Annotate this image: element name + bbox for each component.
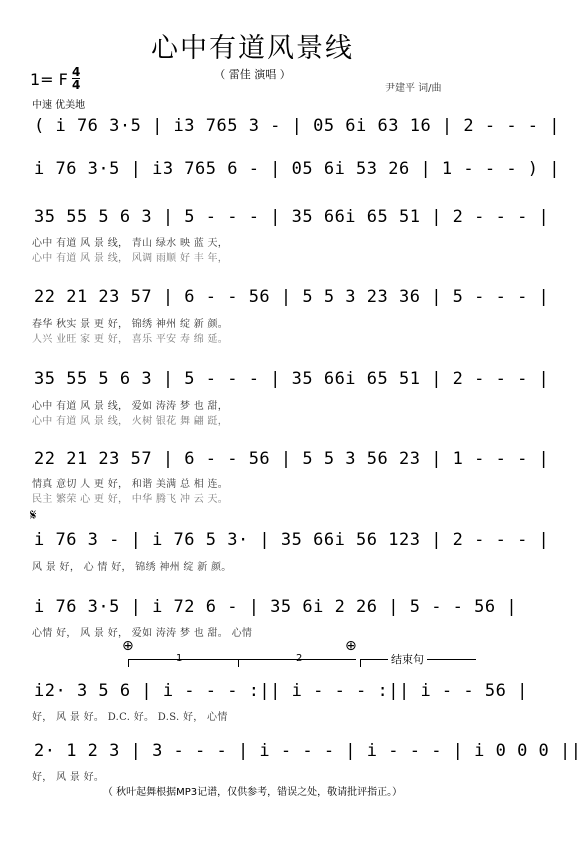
coda-sign-1: ⊕ <box>122 638 134 654</box>
lyric-row-7: 风 景 好， 心 情 好， 锦绣 神州 绽 新 颜。 <box>32 562 232 573</box>
volta-bracket-1 <box>128 659 238 660</box>
score-row-1: ( i 76 3·5 | i3 765 3 - | 05 6i 63 16 | 2 - - - | <box>34 116 561 136</box>
meter-bottom: 4 <box>72 78 81 92</box>
authors-credit: 尹建平 词/曲 <box>385 83 442 94</box>
ending-label: 结束句 <box>388 651 427 667</box>
key-signature: 1= F <box>30 70 68 89</box>
score-row-8: i 76 3·5 | i 72 6 - | 35 6i 2 26 | 5 - - 56 | <box>34 597 518 617</box>
lyric-row-8: 心情 好， 风 景 好， 爱如 涛涛 梦 也 甜。 心情 <box>32 628 253 639</box>
score-row-2: i 76 3·5 | i3 765 6 - | 05 6i 53 26 | 1 - - - ) | <box>34 159 561 179</box>
meter-top: 4 <box>72 65 81 79</box>
lyric-row-4-verse-2: 人兴 业旺 家 更 好， 喜乐 平安 寿 绵 延。 <box>32 334 229 345</box>
segno-sign: 𝄋 <box>30 506 37 524</box>
tempo-marking: 中速 优美地 <box>32 100 86 111</box>
time-signature <box>72 66 80 91</box>
lyric-row-6-verse-1: 情真 意切 人 更 好， 和谐 美满 总 相 连。 <box>32 479 229 490</box>
volta-label-1: 1 <box>176 653 183 664</box>
score-row-3: 35 55 5 6 3 | 5 - - - | 35 66i 65 51 | 2 - - - | <box>34 207 550 227</box>
score-row-4: 22 21 23 57 | 6 - - 56 | 5 5 3 23 36 | 5 - - - | <box>34 287 550 307</box>
score-row-5: 35 55 5 6 3 | 5 - - - | 35 66i 65 51 | 2 - - - | <box>34 369 550 389</box>
lyric-row-4-verse-1: 春华 秋实 景 更 好， 锦绣 神州 绽 新 颜。 <box>32 319 229 330</box>
score-row-10: 2· 1 2 3 | 3 - - - | i - - - | i - - - | i 0 0 0 || <box>34 741 581 761</box>
lyric-row-3-verse-2: 心中 有道 风 景 线， 风调 雨顺 好 丰 年， <box>32 253 229 264</box>
volta-tick-1 <box>128 659 129 667</box>
lyric-row-3-verse-1: 心中 有道 风 景 线， 青山 绿水 映 蓝 天， <box>32 238 229 249</box>
singer-credit: （ 雷佳 演唱 ） <box>214 68 291 81</box>
lyric-row-10: 好， 风 景 好。 <box>32 772 105 783</box>
volta-label-2: 2 <box>296 653 303 664</box>
lyric-row-5-verse-1: 心中 有道 风 景 线， 爱如 涛涛 梦 也 甜， <box>32 401 229 412</box>
page-title: 心中有道风景线 <box>151 33 354 64</box>
score-row-7: i 76 3 - | i 76 5 3· | 35 66i 56 123 | 2 - - - | <box>34 530 550 550</box>
footnote: （ 秋叶起舞根据MP3记谱，仅供参考，错误之处，敬请批评指正。） <box>102 787 403 798</box>
lyric-row-5-verse-2: 心中 有道 风 景 线， 火树 银花 舞 翩 跹， <box>32 416 229 427</box>
volta-tick-2 <box>238 659 239 667</box>
ending-tick <box>360 659 361 667</box>
lyric-row-6-verse-2: 民主 繁荣 心 更 好， 中华 腾飞 冲 云 天。 <box>32 494 229 505</box>
score-row-6: 22 21 23 57 | 6 - - 56 | 5 5 3 56 23 | 1 - - - | <box>34 449 550 469</box>
coda-sign-2: ⊕ <box>345 638 357 654</box>
lyric-row-9: 好， 风 景 好。 D.C. 好。 D.S. 好， 心情 <box>32 712 228 723</box>
score-row-9: i2· 3 5 6 | i - - - :|| i - - - :|| i - - 56 | <box>34 681 528 701</box>
